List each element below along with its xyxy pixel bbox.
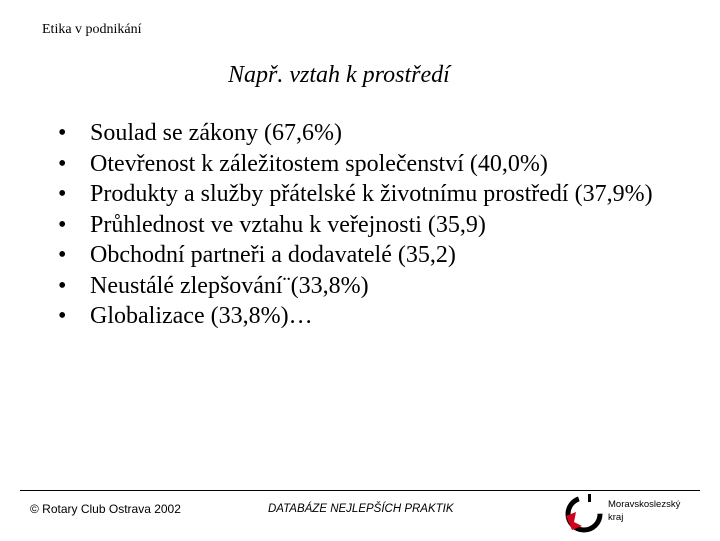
bullet-dot-icon: • (58, 120, 67, 146)
bullet-dot-icon: • (58, 303, 67, 329)
bullet-item (58, 271, 698, 302)
bullet-item (58, 149, 698, 180)
bullet-item (58, 301, 698, 332)
logo-line-1: Moravskoslezský (608, 499, 681, 510)
bullet-item (58, 240, 698, 271)
bullet-text: Produkty a služby přátelské k životnímu prostředí (37,9%) (90, 181, 653, 207)
footer-center-text: DATABÁZE NEJLEPŠÍCH PRAKTIK (268, 503, 454, 515)
bullet-dot-icon: • (58, 242, 67, 268)
moravskoslezsky-logo-icon (562, 492, 606, 536)
footer-copyright: © Rotary Club Ostrava 2002 (30, 502, 181, 516)
footer-divider (20, 490, 700, 491)
region-logo (562, 492, 712, 536)
logo-text (608, 498, 708, 524)
bullet-text: Otevřenost k záležitostem společenství (40,0%) (90, 150, 548, 177)
bullet-dot-icon: • (58, 211, 67, 238)
bullet-text: Soulad se zákony (67,6%) (90, 120, 342, 146)
bullet-dot-icon: • (58, 181, 67, 207)
bullet-dot-icon: • (58, 272, 67, 299)
logo-line-2: kraj (608, 512, 624, 523)
bullet-text: Průhlednost ve vztahu k veřejnosti (35,9) (90, 211, 486, 238)
bullet-item (58, 179, 698, 210)
course-header: Etika v podnikání (42, 22, 142, 37)
bullet-list (58, 118, 698, 332)
bullet-item (58, 210, 698, 241)
bullet-text: Obchodní partneři a dodavatelé (35,2) (90, 242, 456, 268)
slide-title: Např. vztah k prostředí (228, 62, 450, 88)
bullet-item (58, 118, 698, 149)
bullet-dot-icon: • (58, 150, 67, 177)
bullet-text: Neustálé zlepšování¨(33,8%) (90, 272, 369, 299)
bullet-text: Globalizace (33,8%)… (90, 303, 313, 329)
